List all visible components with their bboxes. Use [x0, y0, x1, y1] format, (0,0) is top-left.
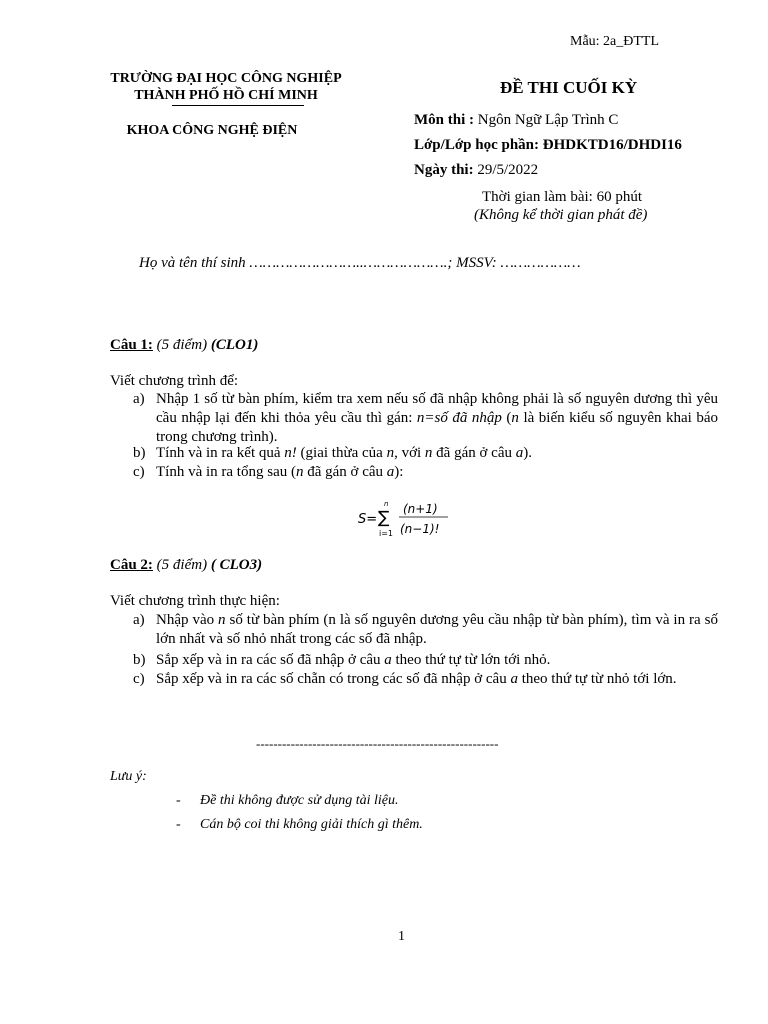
- item-text: Tính và in ra kết quả n! (giai thừa của n, với n đã gán ở câu a).: [156, 445, 532, 461]
- item-label: a): [133, 391, 145, 407]
- university-underline: [172, 105, 304, 106]
- exam-duration-note: (Không kể thời gian phát đề): [474, 207, 648, 223]
- subject-row: [414, 112, 618, 129]
- class-label: Lớp/Lớp học phần:: [414, 137, 539, 153]
- item-label: a): [133, 612, 145, 628]
- class-row: [414, 137, 682, 154]
- item-label: b): [133, 652, 146, 668]
- form-code: Mẫu: 2a_ĐTTL: [570, 34, 660, 49]
- question2-label: Câu 2:: [110, 557, 153, 573]
- question1-intro: Viết chương trình để:: [110, 373, 239, 389]
- item-label: c): [133, 671, 145, 687]
- item-text: Sắp xếp và in ra các số chẵn có trong các số đã nhập ở câu a theo thứ tự từ nhỏ tới lớn.: [156, 671, 677, 687]
- date-label: Ngày thi:: [414, 162, 474, 178]
- question2-clo: ( CLO3): [210, 557, 263, 573]
- item-text: Tính và in ra tổng sau (n đã gán ở câu a):: [156, 464, 404, 480]
- university-name-line1: TRƯỜNG ĐẠI HỌC CÔNG NGHIỆP: [110, 71, 342, 86]
- note-text: Cán bộ coi thi không giải thích gì thêm.: [200, 817, 423, 832]
- item-text: Nhập 1 số từ bàn phím, kiểm tra xem nếu số đã nhập không phải là số nguyên dương thì yêu cầu nhập lại đến khi thỏa yêu cầu thì gán: n=số đã nhập (n là biến kiểu số nguyên khai báo trong chương trình).: [156, 391, 718, 445]
- formula-numerator: (n+1): [403, 502, 438, 516]
- subject-label: Môn thi :: [414, 112, 474, 128]
- formula-lhs: S=: [358, 512, 378, 527]
- note-dash: -: [176, 817, 181, 832]
- note-item: [176, 793, 399, 809]
- question2-heading: [110, 557, 262, 574]
- formula-lower-limit: i=1: [379, 529, 394, 538]
- university-name-line2: THÀNH PHỐ HỒ CHÍ MINH: [134, 88, 318, 103]
- date-row: [414, 162, 538, 179]
- item-text: Sắp xếp và in ra các số đã nhập ở câu a theo thứ tự từ lớn tới nhỏ.: [156, 652, 551, 668]
- formula-denominator: (n−1)!: [400, 522, 440, 536]
- sigma-symbol: ∑: [378, 508, 390, 528]
- question2-points: (5 điểm): [156, 557, 208, 573]
- page-number: 1: [398, 929, 405, 944]
- question1-label: Câu 1:: [110, 337, 153, 353]
- faculty-name: KHOA CÔNG NGHỆ ĐIỆN: [126, 123, 298, 138]
- student-info-line: Họ và tên thí sinh ……………………..……………….; MSSV: ………………: [139, 255, 581, 271]
- item-text: Nhập vào n số từ bàn phím (n là số nguyên dương yêu cầu nhập từ bàn phím), tìm và in ra số lớn nhất và số nhỏ nhất trong các số đã nhập.: [156, 612, 718, 647]
- formula-upper-limit: n: [384, 500, 389, 508]
- subject-value: Ngôn Ngữ Lập Trình C: [477, 112, 619, 128]
- note-text: Đề thi không được sử dụng tài liệu.: [200, 793, 399, 808]
- question1-points: (5 điểm): [156, 337, 208, 353]
- class-value: ĐHDKTD16/DHDI16: [542, 137, 682, 153]
- sum-formula: [358, 498, 468, 542]
- exam-duration: Thời gian làm bài: 60 phút: [482, 189, 642, 205]
- question2-intro: Viết chương trình thực hiện:: [110, 593, 280, 609]
- question1-clo: (CLO1): [210, 337, 259, 353]
- question1-heading: [110, 337, 258, 354]
- date-value: 29/5/2022: [477, 162, 539, 178]
- item-label: c): [133, 464, 145, 480]
- notes-label: Lưu ý:: [110, 769, 147, 784]
- note-item: [176, 817, 423, 833]
- note-dash: -: [176, 793, 181, 808]
- exam-title: ĐỀ THI CUỐI KỲ: [500, 78, 638, 97]
- item-label: b): [133, 445, 146, 461]
- section-separator: --------------------------------------------------------: [256, 736, 499, 751]
